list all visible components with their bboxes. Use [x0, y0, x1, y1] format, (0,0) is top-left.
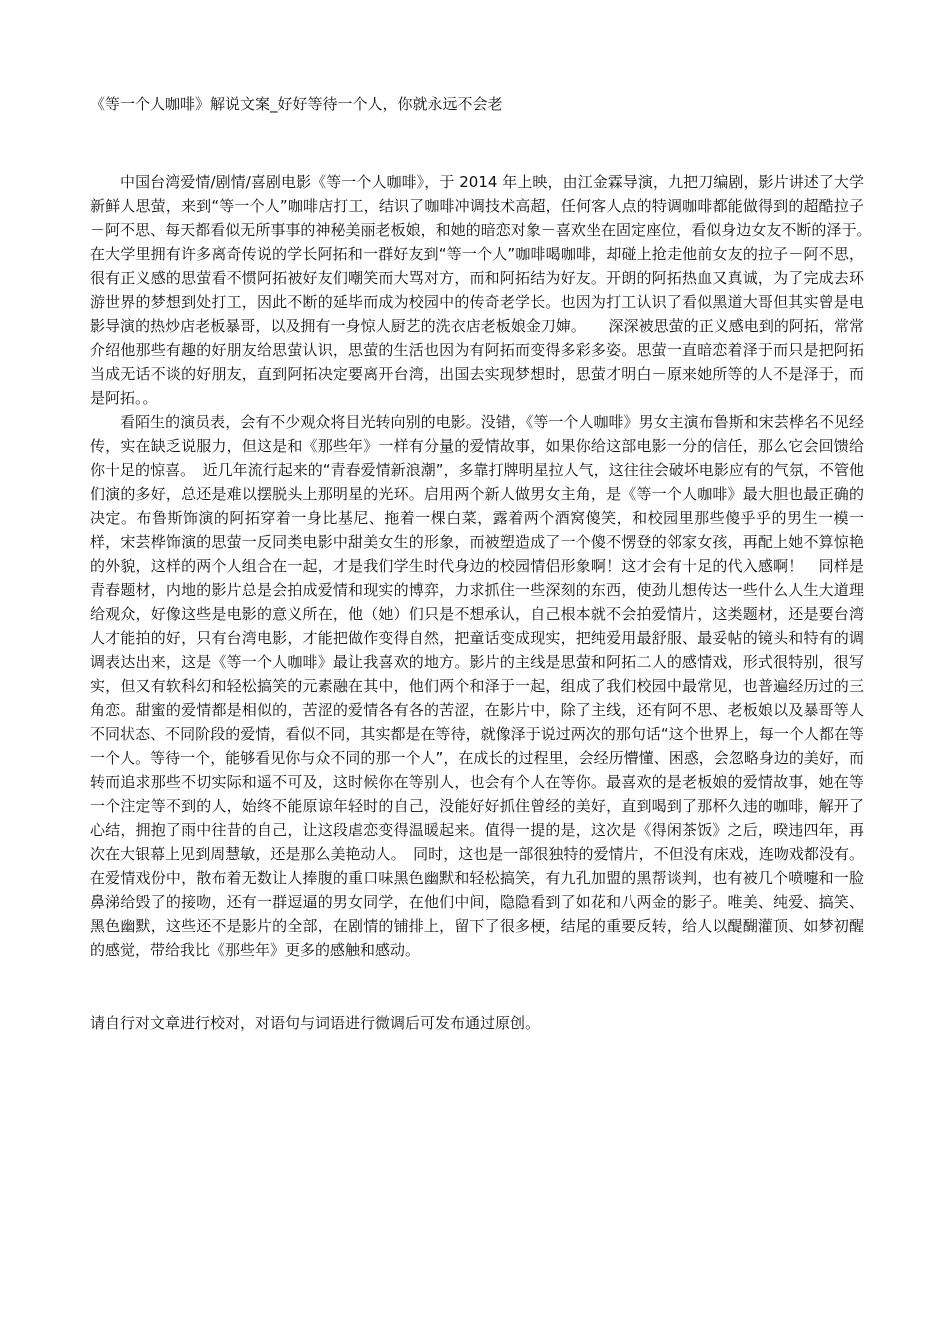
document-title: 《等一个人咖啡》解说文案_好好等待一个人，你就永远不会老 — [90, 95, 503, 113]
body-paragraph-review: 看陌生的演员表，会有不少观众将目光转向别的电影。没错，《等一个人咖啡》男女主演布鲁斯和宋芸桦名不见经传，实在缺乏说服力，但这是和《那些年》一样有分量的爱情故事，如果你给这部电影一分的信任，那么它会回馈给你十足的惊喜。 近几年流行起来的“青春爱情新浪潮”，多靠打牌明星拉人气，这往往会破坏电影应有的气氛，不管他们演的多好，总还是难以摆脱头上那明星的光环。启用两个新人做男女主角，是《等一个人咖啡》最大胆也最正确的决定。布鲁斯饰演的阿拓穿着一身比基尼、拖着一棵白菜，露着两个酒窝傻笑，和校园里那些傻乎乎的男生一模一样，宋芸桦饰演的思萤一反同类电影中甜美女生的形象，而被塑造成了一个傻不愣登的邻家女孩，再配上她不算惊艳的外貌，这样的两个人组合在一起，才是我们学生时代身边的校园情侣形象啊！这才会有十足的代入感啊！ 同样是青春题材，内地的影片总是会拍成爱情和现实的博弈，力求抓住一些深刻的东西，使劲儿想传达一些什么人生大道理给观众，好像这些是电影的意义所在，他（她）们只是不想承认，自己根本就不会拍爱情片，这类题材，还是要台湾人才能拍的好，只有台湾电影，才能把做作变得自然，把童话变成现实，把纯爱用最舒服、最妥帖的镜头和特有的调调表达出来，这是《等一个人咖啡》最让我喜欢的地方。影片的主线是思萤和阿拓二人的感情戏，形式很特别，很写实，但又有软科幻和轻松搞笑的元素融在其中，他们两个和泽于一起，组成了我们校园中最常见，也普遍经历过的三角恋。甜蜜的爱情都是相似的，苦涩的爱情各有各的苦涩，在影片中，除了主线，还有阿不思、老板娘以及暴哥等人不同状态、不同阶段的爱情，看似不同，其实都是在等待，就像泽于说过两次的那句话“这个世界上，每一个人都在等一个人。等待一个，能够看见你与众不同的那一个人”，在成长的过程里，会经历懵懂、困惑，会忽略身边的美好，而转而追求那些不切实际和遥不可及，这时候你在等别人，也会有个人在等你。最喜欢的是老板娘的爱情故事，她在等一个注定等不到的人，始终不能原谅年轻时的自己，没能好好抓住曾经的美好，直到喝到了那杯久违的咖啡，解开了心结，拥抱了雨中往昔的自己，让这段虐恋变得温暖起来。值得一提的是，这次是《得闲茶饭》之后，暌违四年，再次在大银幕上见到周慧敏，还是那么美艳动人。 同时，这也是一部很独特的爱情片，不但没有床戏，连吻戏都没有。在爱情戏份中，散布着无数让人捧腹的重口味黑色幽默和轻松搞笑，有九孔加盟的黑帮谈判，也有被几个喷嚏和一脸鼻涕给毁了的接吻，还有一群逗逼的男女同学，在他们中间，隐隐看到了如花和八两金的影子。唯美、纯爱、搞笑、黑色幽默，这些还不是影片的全部，在剧情的铺排上，留下了很多梗，结尾的重要反转，给人以醍醐灌顶、如梦初醒的感觉，带给我比《那些年》更多的感触和感动。 — [90, 413, 864, 959]
body-paragraph-synopsis: 中国台湾爱情/剧情/喜剧电影《等一个人咖啡》，于 2014 年上映，由江金霖导演，九把刀编剧，影片讲述了大学新鲜人思萤，来到“等一个人”咖啡店打工，结识了咖啡冲调技术高超，任何客人点的特调咖啡都能做得到的超酷拉子－阿不思、每天都看似无所事事的神秘美丽老板娘，和她的暗恋对象－喜欢坐在固定座位，看似身边女友不断的泽于。 在大学里拥有许多离奇传说的学长阿拓和一群好友到“等一个人”咖啡喝咖啡，却碰上抢走他前女友的拉子－阿不思，很有正义感的思萤看不惯阿拓被好友们嘲笑而大骂对方，而和阿拓结为好友。开朗的阿拓热血又真诚，为了完成去环游世界的梦想到处打工，因此不断的延毕而成为校园中的传奇老学长。也因为打工认识了看似黑道大哥但其实曾是电影导演的热炒店老板暴哥，以及拥有一身惊人厨艺的洗衣店老板娘金刀婶。 深深被思萤的正义感电到的阿拓，常常介绍他那些有趣的好朋友给思萤认识，思萤的生活也因为有阿拓而变得多彩多姿。思萤一直暗恋着泽于而只是把阿拓当成无话不谈的好朋友，直到阿拓决定要离开台湾，出国去实现梦想时，思萤才明白－原来她所等的人不是泽于，而是阿拓。。 — [90, 173, 895, 407]
document-footer-note: 请自行对文章进行校对，对语句与词语进行微调后可发布通过原创。 — [90, 1014, 541, 1032]
document-body — [90, 170, 895, 962]
